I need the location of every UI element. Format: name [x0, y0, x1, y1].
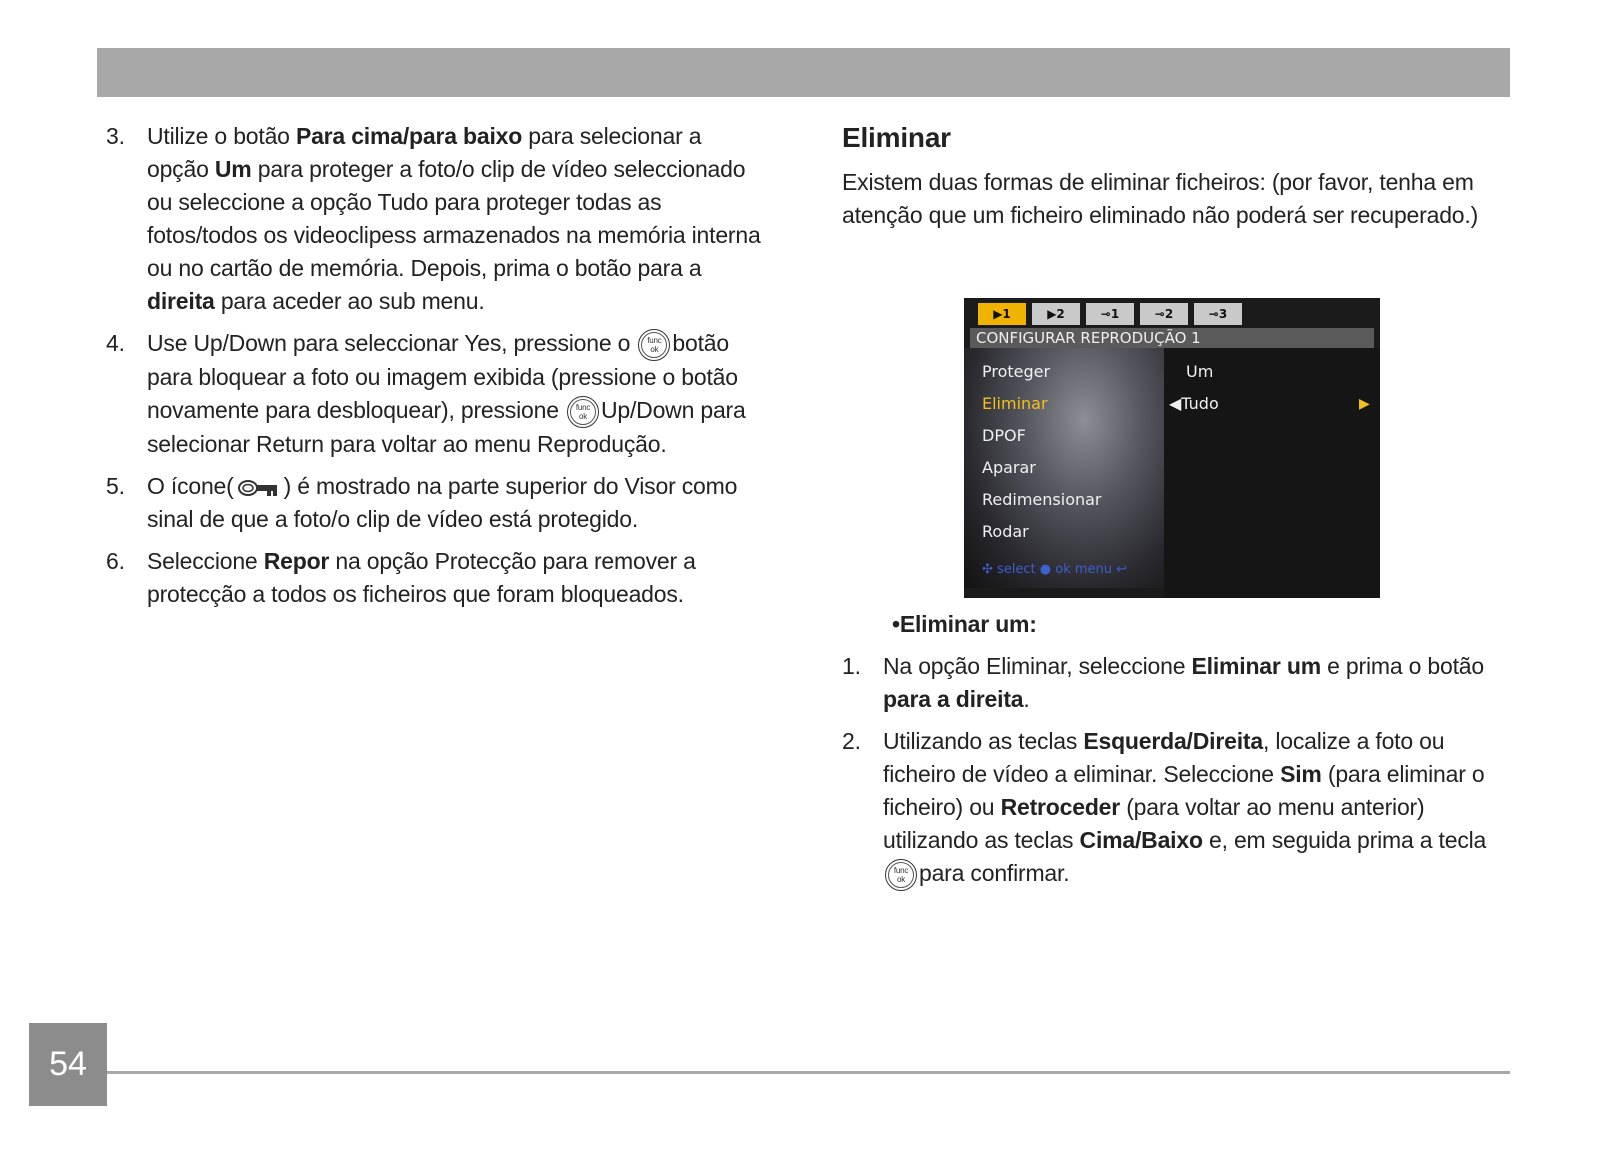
item-text: Na opção Eliminar, seleccione Eliminar um e prima o botão para a direita.	[883, 653, 1484, 712]
tab-playback-2: ▶2	[1032, 303, 1080, 325]
camera-menu-item: DPOF	[982, 426, 1026, 445]
func-ok-icon: func ok	[638, 329, 670, 361]
tab-setup-1: ⊸1	[1086, 303, 1134, 325]
list-item-2	[842, 725, 1502, 891]
page-number: 54	[29, 1023, 107, 1106]
left-column	[106, 120, 766, 620]
camera-menu-item: Rodar	[982, 522, 1029, 541]
section-heading: Eliminar	[842, 122, 951, 153]
camera-menu-list	[982, 356, 1102, 548]
protect-key-icon	[237, 477, 281, 499]
bottom-rule	[107, 1071, 1510, 1074]
camera-value-protect: Um	[1186, 362, 1214, 381]
tab-setup-2: ⊸2	[1140, 303, 1188, 325]
item-number: 6.	[106, 547, 125, 574]
list-item-3	[106, 120, 766, 318]
item-text: Seleccione Repor na opção Protecção para remover a protecção a todos os ficheiros que foram bloqueados.	[147, 547, 696, 607]
camera-menu-screenshot	[964, 298, 1380, 598]
camera-menu-item: Proteger	[982, 362, 1051, 381]
item-number: 1.	[842, 653, 861, 679]
bullet-heading: •Eliminar um:	[892, 611, 1037, 637]
header-bar	[97, 48, 1510, 97]
item-number: 2.	[842, 728, 861, 754]
list-item-1	[842, 650, 1502, 716]
intro-paragraph: Existem duas formas de eliminar ficheiros: (por favor, tenha em atenção que um ficheiro eliminado não poderá ser recuperado.)	[842, 169, 1479, 228]
item-text: Use Up/Down para seleccionar Yes, pressione o func ok botão para bloquear a foto ou imagem exibida (pressione o botão novamente para desbloquear), pressione func ok Up/Down para selecionar Return para voltar ao menu Reprodução.	[147, 330, 746, 457]
camera-menu-item-selected: Eliminar	[982, 394, 1048, 413]
item-text: O ícone( ) é mostrado na parte superior do Visor como sinal de que a foto/o clip de vídeo está protegido.	[147, 472, 738, 532]
camera-value-delete: ◀Tudo	[1169, 394, 1219, 413]
item-number: 3.	[106, 123, 125, 149]
camera-tabs	[978, 303, 1242, 325]
right-arrow-icon: ▶	[1359, 396, 1370, 412]
tab-playback-1: ▶1	[978, 303, 1026, 325]
camera-footer-hint: ✣ select ● ok menu ↩	[982, 562, 1128, 577]
tab-setup-3: ⊸3	[1194, 303, 1242, 325]
func-ok-icon: func ok	[567, 396, 599, 428]
item-text: Utilize o botão Para cima/para baixo para selecionar a opção Um para proteger a foto/o clip de vídeo seleccionado ou seleccione a opção Tudo para proteger todas as fotos/todos os videoclipess armazenados na memória interna ou no cartão de memória. Depois, prima o botão para a direita para aceder ao sub menu.	[147, 123, 761, 314]
camera-menu-item: Aparar	[982, 458, 1036, 477]
list-item-4	[106, 327, 766, 461]
item-number: 4.	[106, 330, 125, 356]
item-number: 5.	[106, 472, 125, 499]
item-text: Utilizando as teclas Esquerda/Direita, localize a foto ou ficheiro de vídeo a eliminar. Seleccione Sim (para eliminar o ficheiro) ou Retroceder (para voltar ao menu anterior) utilizando as teclas Cima/Baixo e, em seguida prima a tecla func ok para confirmar.	[883, 725, 1502, 891]
func-ok-icon: func ok	[885, 859, 917, 891]
list-item-5	[106, 470, 766, 536]
camera-menu-item: Redimensionar	[982, 490, 1102, 509]
list-item-6	[106, 545, 766, 611]
camera-menu-title: CONFIGURAR REPRODUÇÃO 1	[970, 328, 1374, 348]
